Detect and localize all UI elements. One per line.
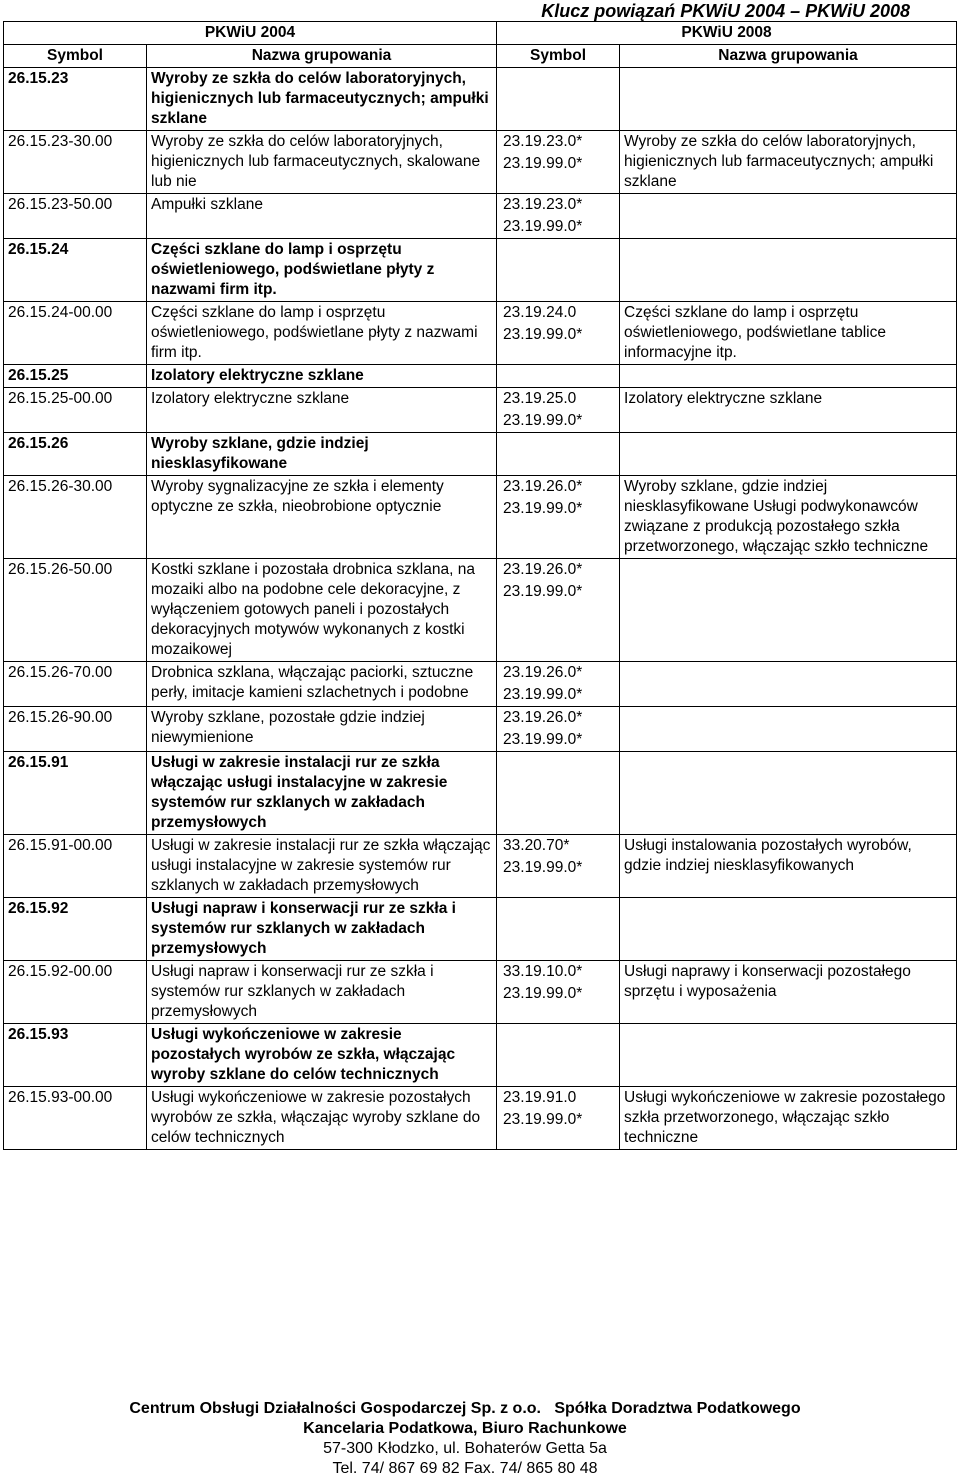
symbol-2008-code: 23.19.91.0 [503,1089,577,1106]
symbol-2008-cell [497,1087,620,1150]
group-row [4,239,957,302]
symbol-2004-cell: 26.15.23 [4,68,147,131]
name-2008-cell [620,433,957,476]
name-2008-cell: Izolatory elektryczne szklane [620,388,957,433]
name-2008-cell: Usługi instalowania pozostałych wyrobów, gdzie indziej niesklasyfikowanych [620,835,957,898]
symbol-2008-cell [497,365,620,388]
name-2004-cell: Wyroby szklane, pozostałe gdzie indziej niewymienione [147,707,497,752]
name-2004-cell: Części szklane do lamp i osprzętu oświetleniowego, podświetlane płyty z nazwami firm itp. [147,302,497,365]
symbol-2008-cell [497,476,620,559]
group-row [4,752,957,835]
name-2008-cell [620,898,957,961]
name-2004-cell: Usługi napraw i konserwacji rur ze szkła i systemów rur szklanych w zakładach przemysłowych [147,898,497,961]
name-2004-cell: Wyroby sygnalizacyjne ze szkła i elementy optyczne ze szkła, nieobrobione optycznie [147,476,497,559]
symbol-2008-code: 23.19.24.0 [503,304,577,321]
symbol-2004-cell: 26.15.26 [4,433,147,476]
company-footer [0,1399,930,1479]
symbol-2004-cell: 26.15.93 [4,1024,147,1087]
header-pkwiu-2004: PKWiU 2004 [4,22,497,45]
name-2004-cell: Drobnica szklana, włączając paciorki, sztuczne perły, imitacje kamieni szlachetnych i podobne [147,662,497,707]
symbol-2004-cell: 26.15.93-00.00 [4,1087,147,1150]
symbol-2008-cell [497,961,620,1024]
symbol-2008-code: 23.19.26.0* [503,709,583,726]
symbol-2008-code: 33.20.70* [503,837,570,854]
symbol-2004-cell: 26.15.92-00.00 [4,961,147,1024]
header-symbol-2004: Symbol [4,45,147,68]
name-2008-cell [620,752,957,835]
footer-line-2: Kancelaria Podatkowa, Biuro Rachunkowe [303,1420,627,1437]
table-row [4,194,957,239]
name-2004-cell: Wyroby ze szkła do celów laboratoryjnych, higienicznych lub farmaceutycznych; ampułki szklane [147,68,497,131]
symbol-2004-cell: 26.15.25 [4,365,147,388]
name-2004-cell: Usługi wykończeniowe w zakresie pozostałych wyrobów ze szkła, włączając wyroby szklane do celów technicznych [147,1087,497,1150]
name-2004-cell: Części szklane do lamp i osprzętu oświetleniowego, podświetlane płyty z nazwami firm itp. [147,239,497,302]
name-2008-cell: Części szklane do lamp i osprzętu oświetleniowego, podświetlane tablice informacyjne itp. [620,302,957,365]
symbol-2008-code: 23.19.99.0* [503,1111,583,1128]
name-2008-cell: Usługi wykończeniowe w zakresie pozostałego szkła przetworzonego, włączając szkło techniczne [620,1087,957,1150]
symbol-2008-code: 23.19.99.0* [503,218,583,235]
name-2008-cell [620,68,957,131]
symbol-2008-cell [497,194,620,239]
name-2008-cell [620,662,957,707]
symbol-2004-cell: 26.15.23-30.00 [4,131,147,194]
name-2008-cell [620,365,957,388]
symbol-2008-code: 33.19.10.0* [503,963,583,980]
group-row [4,433,957,476]
symbol-2008-cell [497,752,620,835]
name-2008-cell [620,1024,957,1087]
table-row [4,559,957,662]
symbol-2008-cell [497,239,620,302]
table-row [4,302,957,365]
symbol-2008-code: 23.19.99.0* [503,500,583,517]
name-2004-cell: Usługi w zakresie instalacji rur ze szkła włączając usługi instalacyjne w zakresie systemów rur szklanych w zakładach przemysłowych [147,835,497,898]
symbol-2008-code: 23.19.99.0* [503,326,583,343]
symbol-2008-cell [497,68,620,131]
name-2004-cell: Izolatory elektryczne szklane [147,365,497,388]
table-row [4,961,957,1024]
symbol-2008-cell [497,662,620,707]
footer-address: 57-300 Kłodzko, ul. Bohaterów Getta 5a [323,1440,607,1457]
symbol-2008-code: 23.19.99.0* [503,985,583,1002]
symbol-2004-cell: 26.15.26-70.00 [4,662,147,707]
symbol-2008-code: 23.19.26.0* [503,478,583,495]
footer-company-type: Spółka Doradztwa Podatkowego [554,1400,801,1417]
symbol-2004-cell: 26.15.24 [4,239,147,302]
header-name-2008: Nazwa grupowania [620,45,957,68]
symbol-2004-cell: 26.15.91-00.00 [4,835,147,898]
symbol-2004-cell: 26.15.26-30.00 [4,476,147,559]
name-2004-cell: Usługi wykończeniowe w zakresie pozostałych wyrobów ze szkła, włączając wyroby szklane do celów technicznych [147,1024,497,1087]
symbol-2008-cell [497,898,620,961]
symbol-2008-code: 23.19.26.0* [503,561,583,578]
name-2004-cell: Izolatory elektryczne szklane [147,388,497,433]
symbol-2008-cell [497,388,620,433]
footer-phone-fax: Tel. 74/ 867 69 82 Fax. 74/ 865 80 48 [332,1460,598,1477]
name-2008-cell: Usługi naprawy i konserwacji pozostałego sprzętu i wyposażenia [620,961,957,1024]
name-2004-cell: Usługi w zakresie instalacji rur ze szkła włączając usługi instalacyjne w zakresie systemów rur szklanych w zakładach przemysłowych [147,752,497,835]
symbol-2008-code: 23.19.99.0* [503,859,583,876]
table-header [4,22,957,68]
symbol-2008-cell [497,707,620,752]
name-2008-cell [620,194,957,239]
table-row [4,1087,957,1150]
symbol-2008-code: 23.19.99.0* [503,686,583,703]
symbol-2008-code: 23.19.23.0* [503,133,583,150]
symbol-2004-cell: 26.15.26-50.00 [4,559,147,662]
name-2008-cell [620,707,957,752]
table-row [4,131,957,194]
name-2004-cell: Ampułki szklane [147,194,497,239]
name-2008-cell [620,239,957,302]
header-name-2004: Nazwa grupowania [147,45,497,68]
footer-company-name: Centrum Obsługi Działalności Gospodarczej Sp. z o.o. [129,1400,541,1417]
name-2004-cell: Wyroby ze szkła do celów laboratoryjnych, higienicznych lub farmaceutycznych, skalowane lub nie [147,131,497,194]
group-row [4,365,957,388]
symbol-2008-code: 23.19.99.0* [503,155,583,172]
header-symbol-2008: Symbol [497,45,620,68]
group-row [4,898,957,961]
name-2004-cell: Usługi napraw i konserwacji rur ze szkła i systemów rur szklanych w zakładach przemysłowych [147,961,497,1024]
symbol-2004-cell: 26.15.92 [4,898,147,961]
header-group-row [4,22,957,45]
symbol-2008-code: 23.19.25.0 [503,390,577,407]
symbol-2008-code: 23.19.26.0* [503,664,583,681]
table-row [4,707,957,752]
name-2008-cell: Wyroby ze szkła do celów laboratoryjnych, higienicznych lub farmaceutycznych; ampułki szklane [620,131,957,194]
symbol-2004-cell: 26.15.23-50.00 [4,194,147,239]
document-title: Klucz powiązań PKWiU 2004 – PKWiU 2008 [541,1,910,21]
symbol-2008-code: 23.19.99.0* [503,583,583,600]
group-row [4,1024,957,1087]
symbol-2008-code: 23.19.99.0* [503,412,583,429]
table-body [4,68,957,1150]
footer-line-1 [0,1399,930,1419]
symbol-2004-cell: 26.15.25-00.00 [4,388,147,433]
name-2004-cell: Wyroby szklane, gdzie indziej niesklasyfikowane [147,433,497,476]
name-2008-cell [620,559,957,662]
header-column-row [4,45,957,68]
table-row [4,662,957,707]
table-row [4,476,957,559]
symbol-2008-code: 23.19.99.0* [503,731,583,748]
name-2004-cell: Kostki szklane i pozostała drobnica szklana, na mozaiki albo na podobne cele dekoracyjne, z wyłączeniem gotowych paneli i pozostałych dekoracyjnych motywów wykonanych z kostki mozaikowej [147,559,497,662]
table-row [4,388,957,433]
group-row [4,68,957,131]
mapping-table [3,21,957,1150]
symbol-2008-cell [497,1024,620,1087]
name-2008-cell: Wyroby szklane, gdzie indziej niesklasyfikowane Usługi podwykonawców związane z produkcją pozostałego szkła przetworzonego, włączając szkło techniczne [620,476,957,559]
symbol-2008-cell [497,433,620,476]
symbol-2008-cell [497,131,620,194]
symbol-2008-cell [497,302,620,365]
symbol-2008-cell [497,559,620,662]
table-row [4,835,957,898]
symbol-2004-cell: 26.15.91 [4,752,147,835]
symbol-2004-cell: 26.15.24-00.00 [4,302,147,365]
symbol-2004-cell: 26.15.26-90.00 [4,707,147,752]
header-pkwiu-2008: PKWiU 2008 [497,22,957,45]
symbol-2008-cell [497,835,620,898]
symbol-2008-code: 23.19.23.0* [503,196,583,213]
